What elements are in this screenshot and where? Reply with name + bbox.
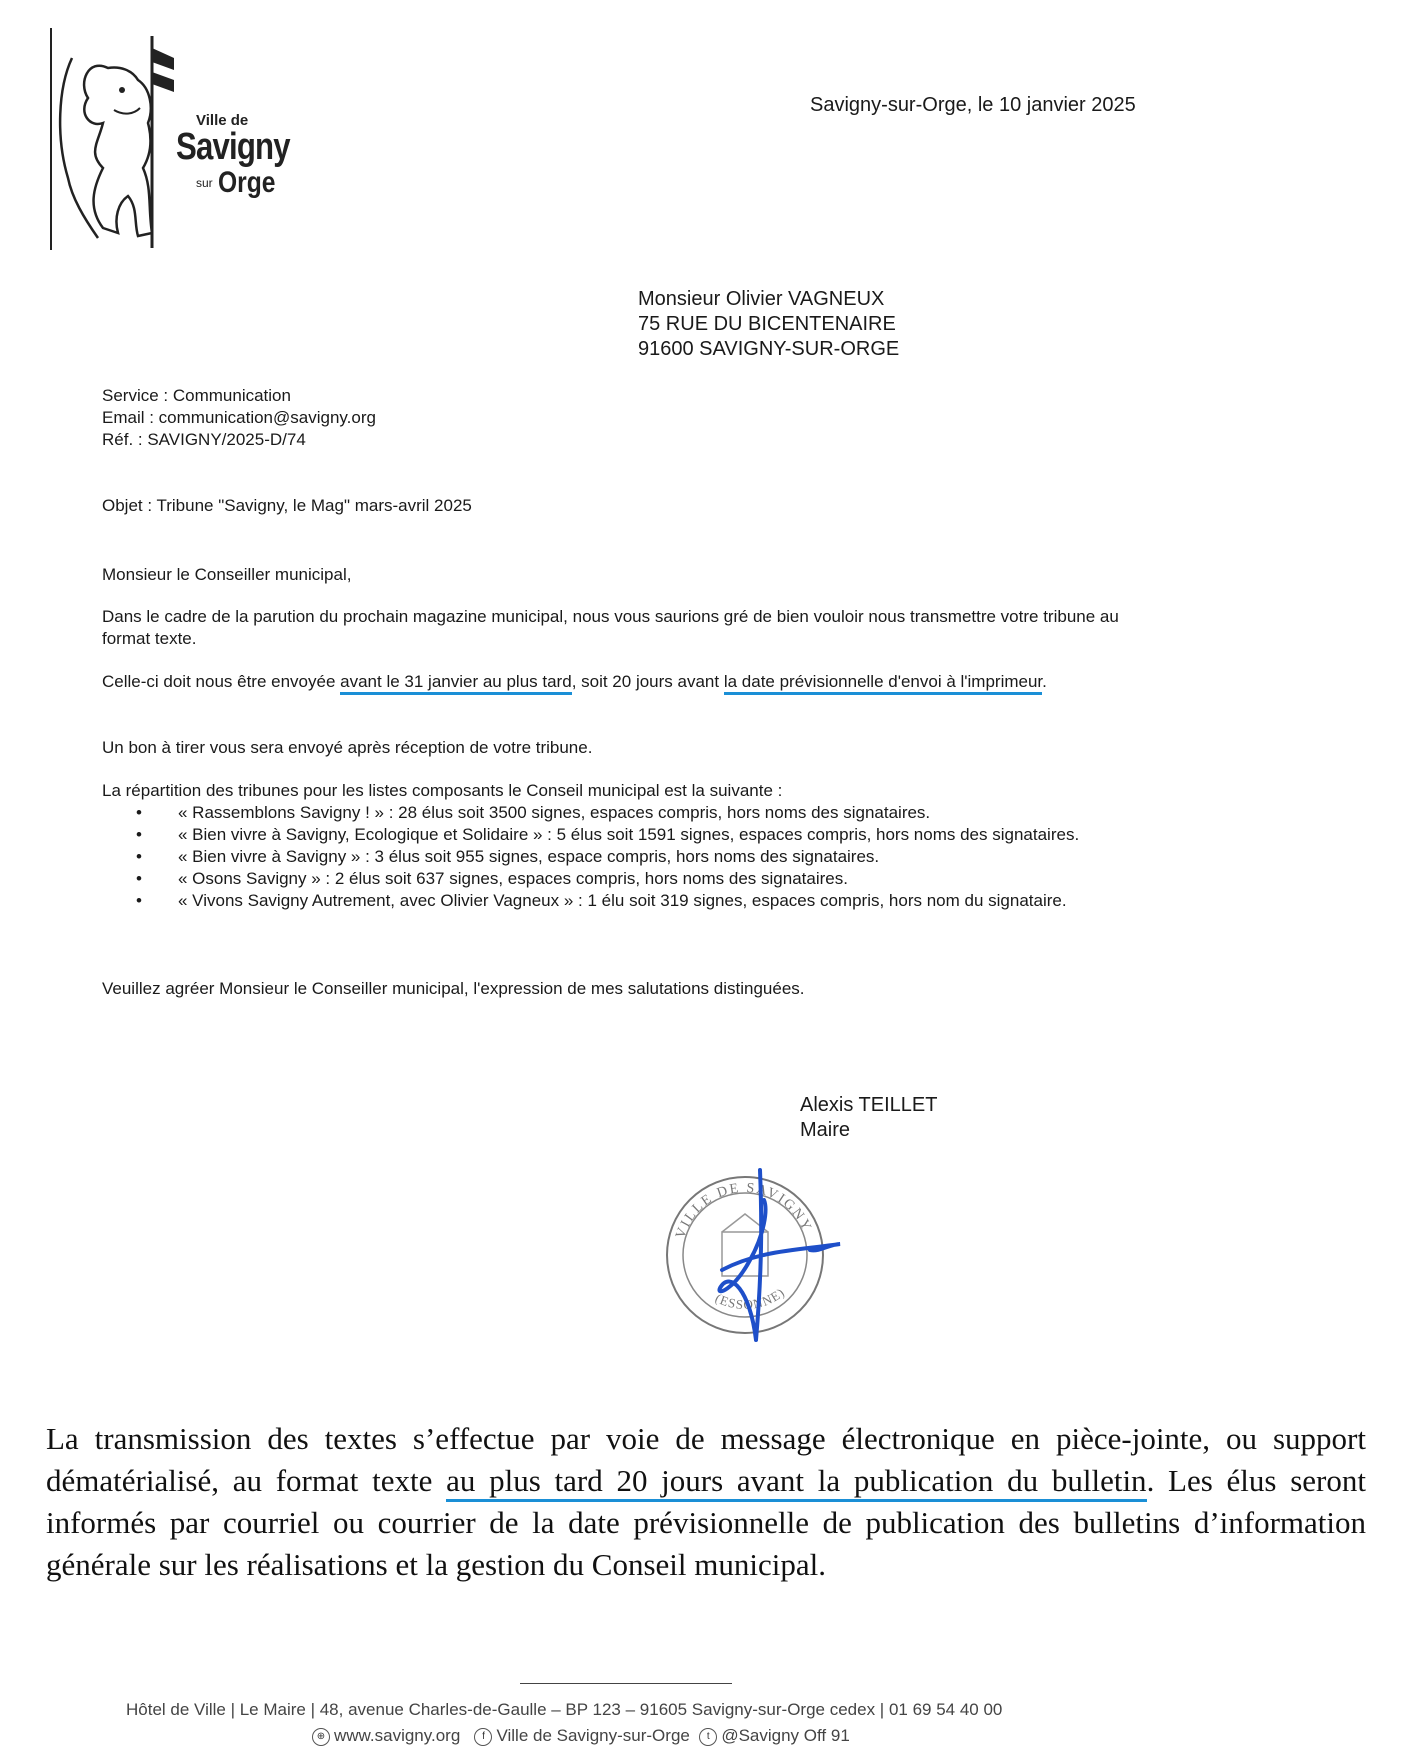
recipient-name: Monsieur Olivier VAGNEUX bbox=[638, 288, 885, 310]
recipient-address bbox=[638, 287, 899, 362]
regulation-excerpt bbox=[46, 1418, 1366, 1586]
tribunes-list bbox=[102, 802, 1092, 912]
globe-icon: ⊕ bbox=[312, 1728, 330, 1746]
list-item bbox=[102, 846, 1092, 868]
logo-text-orge: Orge bbox=[218, 166, 276, 199]
bullet: • bbox=[136, 825, 142, 844]
bullet: • bbox=[136, 803, 142, 822]
service-line: Service : Communication bbox=[102, 386, 291, 405]
salutation: Monsieur le Conseiller municipal, bbox=[102, 565, 352, 584]
footer-address: Hôtel de Ville | Le Maire | 48, avenue Charles-de-Gaulle – BP 123 – 91605 Savigny-sur-Orge cedex | 01 69 54 40 00 bbox=[126, 1700, 1003, 1719]
twitter-icon: t bbox=[699, 1728, 717, 1746]
place-date: Savigny-sur-Orge, le 10 janvier 2025 bbox=[810, 94, 1136, 116]
bullet: • bbox=[136, 891, 142, 910]
reference-line: Réf. : SAVIGNY/2025-D/74 bbox=[102, 430, 306, 449]
signer-block bbox=[800, 1093, 937, 1143]
excerpt-underlined: au plus tard 20 jours avant la publication du bulletin bbox=[446, 1463, 1146, 1502]
seal-text-top: VILLE DE SAVIGNY bbox=[673, 1180, 815, 1241]
subject-line: Objet : Tribune "Savigny, le Mag" mars-avril 2025 bbox=[102, 496, 472, 515]
excerpt-text-b: . Les élus seront informés par courriel ou courrier de la date prévisionnelle de publication des bulletins d’information générale sur les réalisations et la gestion du Conseil municipal. bbox=[46, 1463, 1366, 1582]
recipient-city: 91600 SAVIGNY-SUR-ORGE bbox=[638, 338, 900, 360]
paragraph-1: Dans le cadre de la parution du prochain magazine municipal, nous vous saurions gré de bien vouloir nous transmettre votre tribune au format texte. bbox=[102, 607, 1119, 648]
list-item-text: « Osons Savigny » : 2 élus soit 637 signes, espaces compris, hors noms des signataires. bbox=[178, 869, 848, 888]
email-line: Email : communication@savigny.org bbox=[102, 408, 376, 427]
seal-icon bbox=[660, 1140, 890, 1360]
bullet: • bbox=[136, 847, 142, 866]
list-item bbox=[102, 890, 1092, 912]
paragraph-4: La répartition des tribunes pour les listes composants le Conseil municipal est la suivante : bbox=[102, 781, 783, 800]
signer-title: Maire bbox=[800, 1119, 851, 1141]
footer-twitter[interactable]: @Savigny Off 91 bbox=[721, 1726, 850, 1745]
paragraph-2 bbox=[102, 671, 1162, 693]
excerpt-text-a: La transmission des textes s’effectue par voie de message électronique en pièce-jointe, ou support dématérialisé, au format texte bbox=[46, 1421, 1366, 1498]
closing-formula: Veuillez agréer Monsieur le Conseiller municipal, l'expression de mes salutations distinguées. bbox=[102, 979, 805, 998]
facebook-icon: f bbox=[474, 1728, 492, 1746]
list-item-text: « Rassemblons Savigny ! » : 28 élus soit 3500 signes, espaces compris, hors noms des signataires. bbox=[178, 803, 931, 822]
footer-divider bbox=[520, 1683, 732, 1684]
logo-text-sur: sur bbox=[196, 176, 213, 190]
list-item-text: « Bien vivre à Savigny » : 3 élus soit 955 signes, espace compris, hors noms des signataires. bbox=[178, 847, 880, 866]
bullet: • bbox=[136, 869, 142, 888]
footer-facebook[interactable]: Ville de Savigny-sur-Orge bbox=[496, 1726, 690, 1745]
logo-text-ville-de: Ville de bbox=[196, 112, 249, 129]
p2-text-a: Celle-ci doit nous être envoyée bbox=[102, 672, 341, 691]
list-item-text: « Vivons Savigny Autrement, avec Olivier Vagneux » : 1 élu soit 319 signes, espaces compris, hors nom du signataire. bbox=[178, 891, 1067, 910]
footer-website[interactable]: www.savigny.org bbox=[334, 1726, 461, 1745]
p2-text-c: . bbox=[1042, 672, 1047, 691]
list-item bbox=[102, 824, 1092, 846]
footer-social bbox=[312, 1726, 850, 1746]
paragraph-3: Un bon à tirer vous sera envoyé après réception de votre tribune. bbox=[102, 738, 593, 757]
logo-text-savigny: Savigny bbox=[176, 126, 290, 168]
official-seal-and-signature bbox=[660, 1140, 890, 1360]
sender-info bbox=[102, 385, 376, 451]
printer-date-underlined: la date prévisionnelle d'envoi à l'imprimeur bbox=[724, 672, 1042, 695]
list-item bbox=[102, 868, 1092, 890]
list-item bbox=[102, 802, 1092, 824]
list-item-text: « Bien vivre à Savigny, Ecologique et Solidaire » : 5 élus soit 1591 signes, espaces compris, hors noms des signataires. bbox=[178, 825, 1080, 844]
signer-name: Alexis TEILLET bbox=[800, 1094, 938, 1116]
deadline-underlined: avant le 31 janvier au plus tard bbox=[340, 672, 572, 695]
seal-text-bottom: (ESSONNE) bbox=[712, 1284, 788, 1313]
p2-text-b: , soit 20 jours avant bbox=[571, 672, 724, 691]
recipient-street: 75 RUE DU BICENTENAIRE bbox=[638, 313, 896, 335]
